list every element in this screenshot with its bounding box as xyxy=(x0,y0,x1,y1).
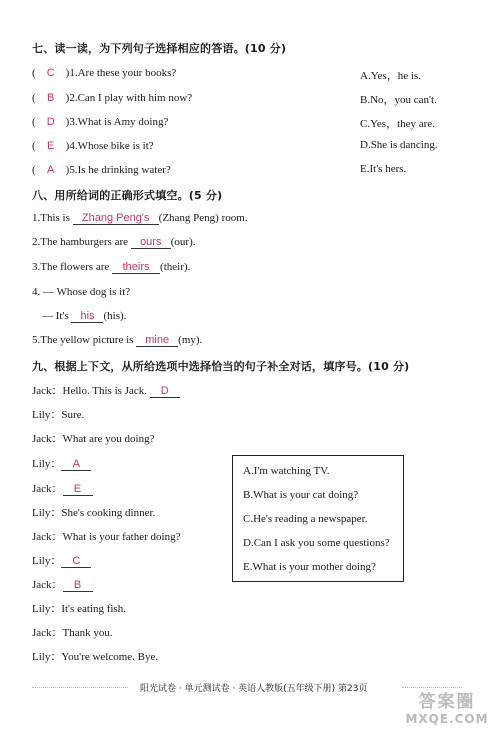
s8-item-5 xyxy=(32,334,202,347)
s7-answer-5: A xyxy=(47,164,55,176)
s7-question-2: )2.Can I play with him now? xyxy=(65,92,193,104)
s9-option-e: E.What is your mother doing? xyxy=(243,561,376,573)
s7-answer-2: B xyxy=(47,92,55,104)
s7-question-3: )3.What is Amy doing? xyxy=(65,116,169,128)
watermark-logo xyxy=(398,693,496,729)
s8-answer-2: ours xyxy=(140,236,162,248)
s9-line-1 xyxy=(32,382,180,398)
s8-item-4 xyxy=(32,286,130,298)
s7-item-5 xyxy=(32,164,171,176)
s9-text-10: Lily：It's eating fish. xyxy=(32,603,126,615)
s8-pre-6: 5.The yellow picture is xyxy=(32,334,134,346)
s8-post-5: (my). xyxy=(178,334,203,346)
s7-question-5: )5.Is he drinking water? xyxy=(65,164,171,176)
s9-blank-2 xyxy=(61,458,91,471)
s9-blank-4 xyxy=(61,555,91,568)
left-paren: ( xyxy=(32,116,36,128)
watermark-line-2: MXQE.COM xyxy=(405,712,489,726)
section-7-heading: 七、读一读，为下列句子选择相应的答语。(10 分) xyxy=(32,42,287,55)
s9-text-4: Lily： xyxy=(32,458,62,470)
s9-option-c: C.He's reading a newspaper. xyxy=(243,513,368,525)
s9-text-1: Jack：Hello. This is Jack. xyxy=(32,385,147,397)
s9-text-12: Lily：You're welcome. Bye. xyxy=(32,651,159,663)
s7-option-e: E.It's hers. xyxy=(360,163,407,175)
s8-post-3: (their). xyxy=(160,261,191,273)
left-paren: ( xyxy=(32,92,36,104)
s9-line-12 xyxy=(32,648,158,664)
s9-line-8 xyxy=(32,552,91,568)
s7-answer-4: E xyxy=(47,140,55,152)
s9-option-b: B.What is your cat doing? xyxy=(243,489,359,501)
s7-item-4 xyxy=(32,140,154,152)
footer-line-left xyxy=(32,687,128,688)
s7-option-b: B.No，you can't. xyxy=(360,94,437,106)
s8-blank-1 xyxy=(73,212,159,225)
s9-line-10 xyxy=(32,600,126,616)
s9-text-2: Lily：Sure. xyxy=(32,409,85,421)
s8-answer-5: mine xyxy=(145,334,170,346)
s8-blank-3 xyxy=(112,261,160,274)
s8-blank-5 xyxy=(136,334,178,347)
s9-text-6: Lily：She's cooking dinner. xyxy=(32,507,156,519)
s9-line-7 xyxy=(32,528,180,544)
s9-line-2 xyxy=(32,406,84,422)
s8-post-4: (his). xyxy=(103,310,127,322)
s9-line-11 xyxy=(32,624,113,640)
s9-option-a: A.I'm watching TV. xyxy=(243,465,330,477)
left-paren: ( xyxy=(32,67,36,79)
s7-option-d: D.She is dancing. xyxy=(360,139,438,151)
s7-question-4: )4.Whose bike is it? xyxy=(65,140,154,152)
s9-text-5: Jack： xyxy=(32,483,63,495)
s8-post-1: (Zhang Peng) room. xyxy=(158,212,248,224)
s9-text-7: Jack：What is your father doing? xyxy=(32,531,181,543)
s8-answer-1: Zhang Peng's xyxy=(81,212,150,224)
s9-answer-5: B xyxy=(73,579,82,591)
section-9-heading: 九、根据上下文，从所给选项中选择恰当的句子补全对话，填序号。(10 分) xyxy=(32,360,410,373)
left-paren: ( xyxy=(32,164,36,176)
s7-item-3 xyxy=(32,116,168,128)
s9-options-box xyxy=(232,455,404,582)
s8-post-2: (our). xyxy=(170,236,196,248)
s9-text-11: Jack：Thank you. xyxy=(32,627,113,639)
s9-text-9: Jack： xyxy=(32,579,63,591)
page-footer: 阳光试卷 · 单元测试卷 · 英语人教版(五年级下册) 第23页 xyxy=(140,684,368,694)
s9-option-d: D.Can I ask you some questions? xyxy=(243,537,390,549)
s8-blank-4 xyxy=(71,310,103,323)
s8-item-4b xyxy=(42,310,126,323)
s8-item-3 xyxy=(32,261,190,274)
s8-pre-5: — It's xyxy=(42,310,69,322)
footer-line-right xyxy=(402,687,462,688)
s9-blank-5 xyxy=(63,579,93,592)
watermark-line-1: 答案圈 xyxy=(418,692,476,712)
s9-answer-3: E xyxy=(73,483,82,495)
s9-blank-3 xyxy=(63,483,93,496)
s9-line-9 xyxy=(32,576,93,592)
left-paren: ( xyxy=(32,140,36,152)
s8-answer-4: his xyxy=(80,310,95,322)
s9-text-8: Lily： xyxy=(32,555,62,567)
s9-line-6 xyxy=(32,504,155,520)
s9-text-3: Jack：What are you doing? xyxy=(32,433,155,445)
s7-item-1 xyxy=(32,67,176,79)
s9-line-3 xyxy=(32,430,154,446)
section-8-heading: 八、用所给词的正确形式填空。(5 分) xyxy=(32,189,223,202)
s8-answer-3: theirs xyxy=(122,261,150,273)
s8-pre-4: 4. — Whose dog is it? xyxy=(32,286,131,298)
s8-pre-3: 3.The flowers are xyxy=(32,261,110,273)
s7-answer-1: C xyxy=(46,67,55,79)
s9-answer-4: C xyxy=(72,555,81,567)
s7-question-1: )1.Are these your books? xyxy=(65,67,177,79)
s9-answer-1: D xyxy=(160,385,169,397)
s7-answer-3: D xyxy=(46,116,55,128)
s8-pre-2: 2.The hamburgers are xyxy=(32,236,129,248)
s9-line-5 xyxy=(32,480,93,496)
s7-option-c: C.Yes，they are. xyxy=(360,118,435,130)
s8-blank-2 xyxy=(131,236,171,249)
s9-line-4 xyxy=(32,455,91,471)
s7-item-2 xyxy=(32,92,192,104)
s8-item-2 xyxy=(32,236,196,249)
s9-answer-2: A xyxy=(72,458,81,470)
s8-pre-1: 1.This is xyxy=(32,212,70,224)
s7-option-a: A.Yes，he is. xyxy=(360,70,421,82)
s9-blank-1 xyxy=(150,385,180,398)
s8-item-1 xyxy=(32,212,248,225)
